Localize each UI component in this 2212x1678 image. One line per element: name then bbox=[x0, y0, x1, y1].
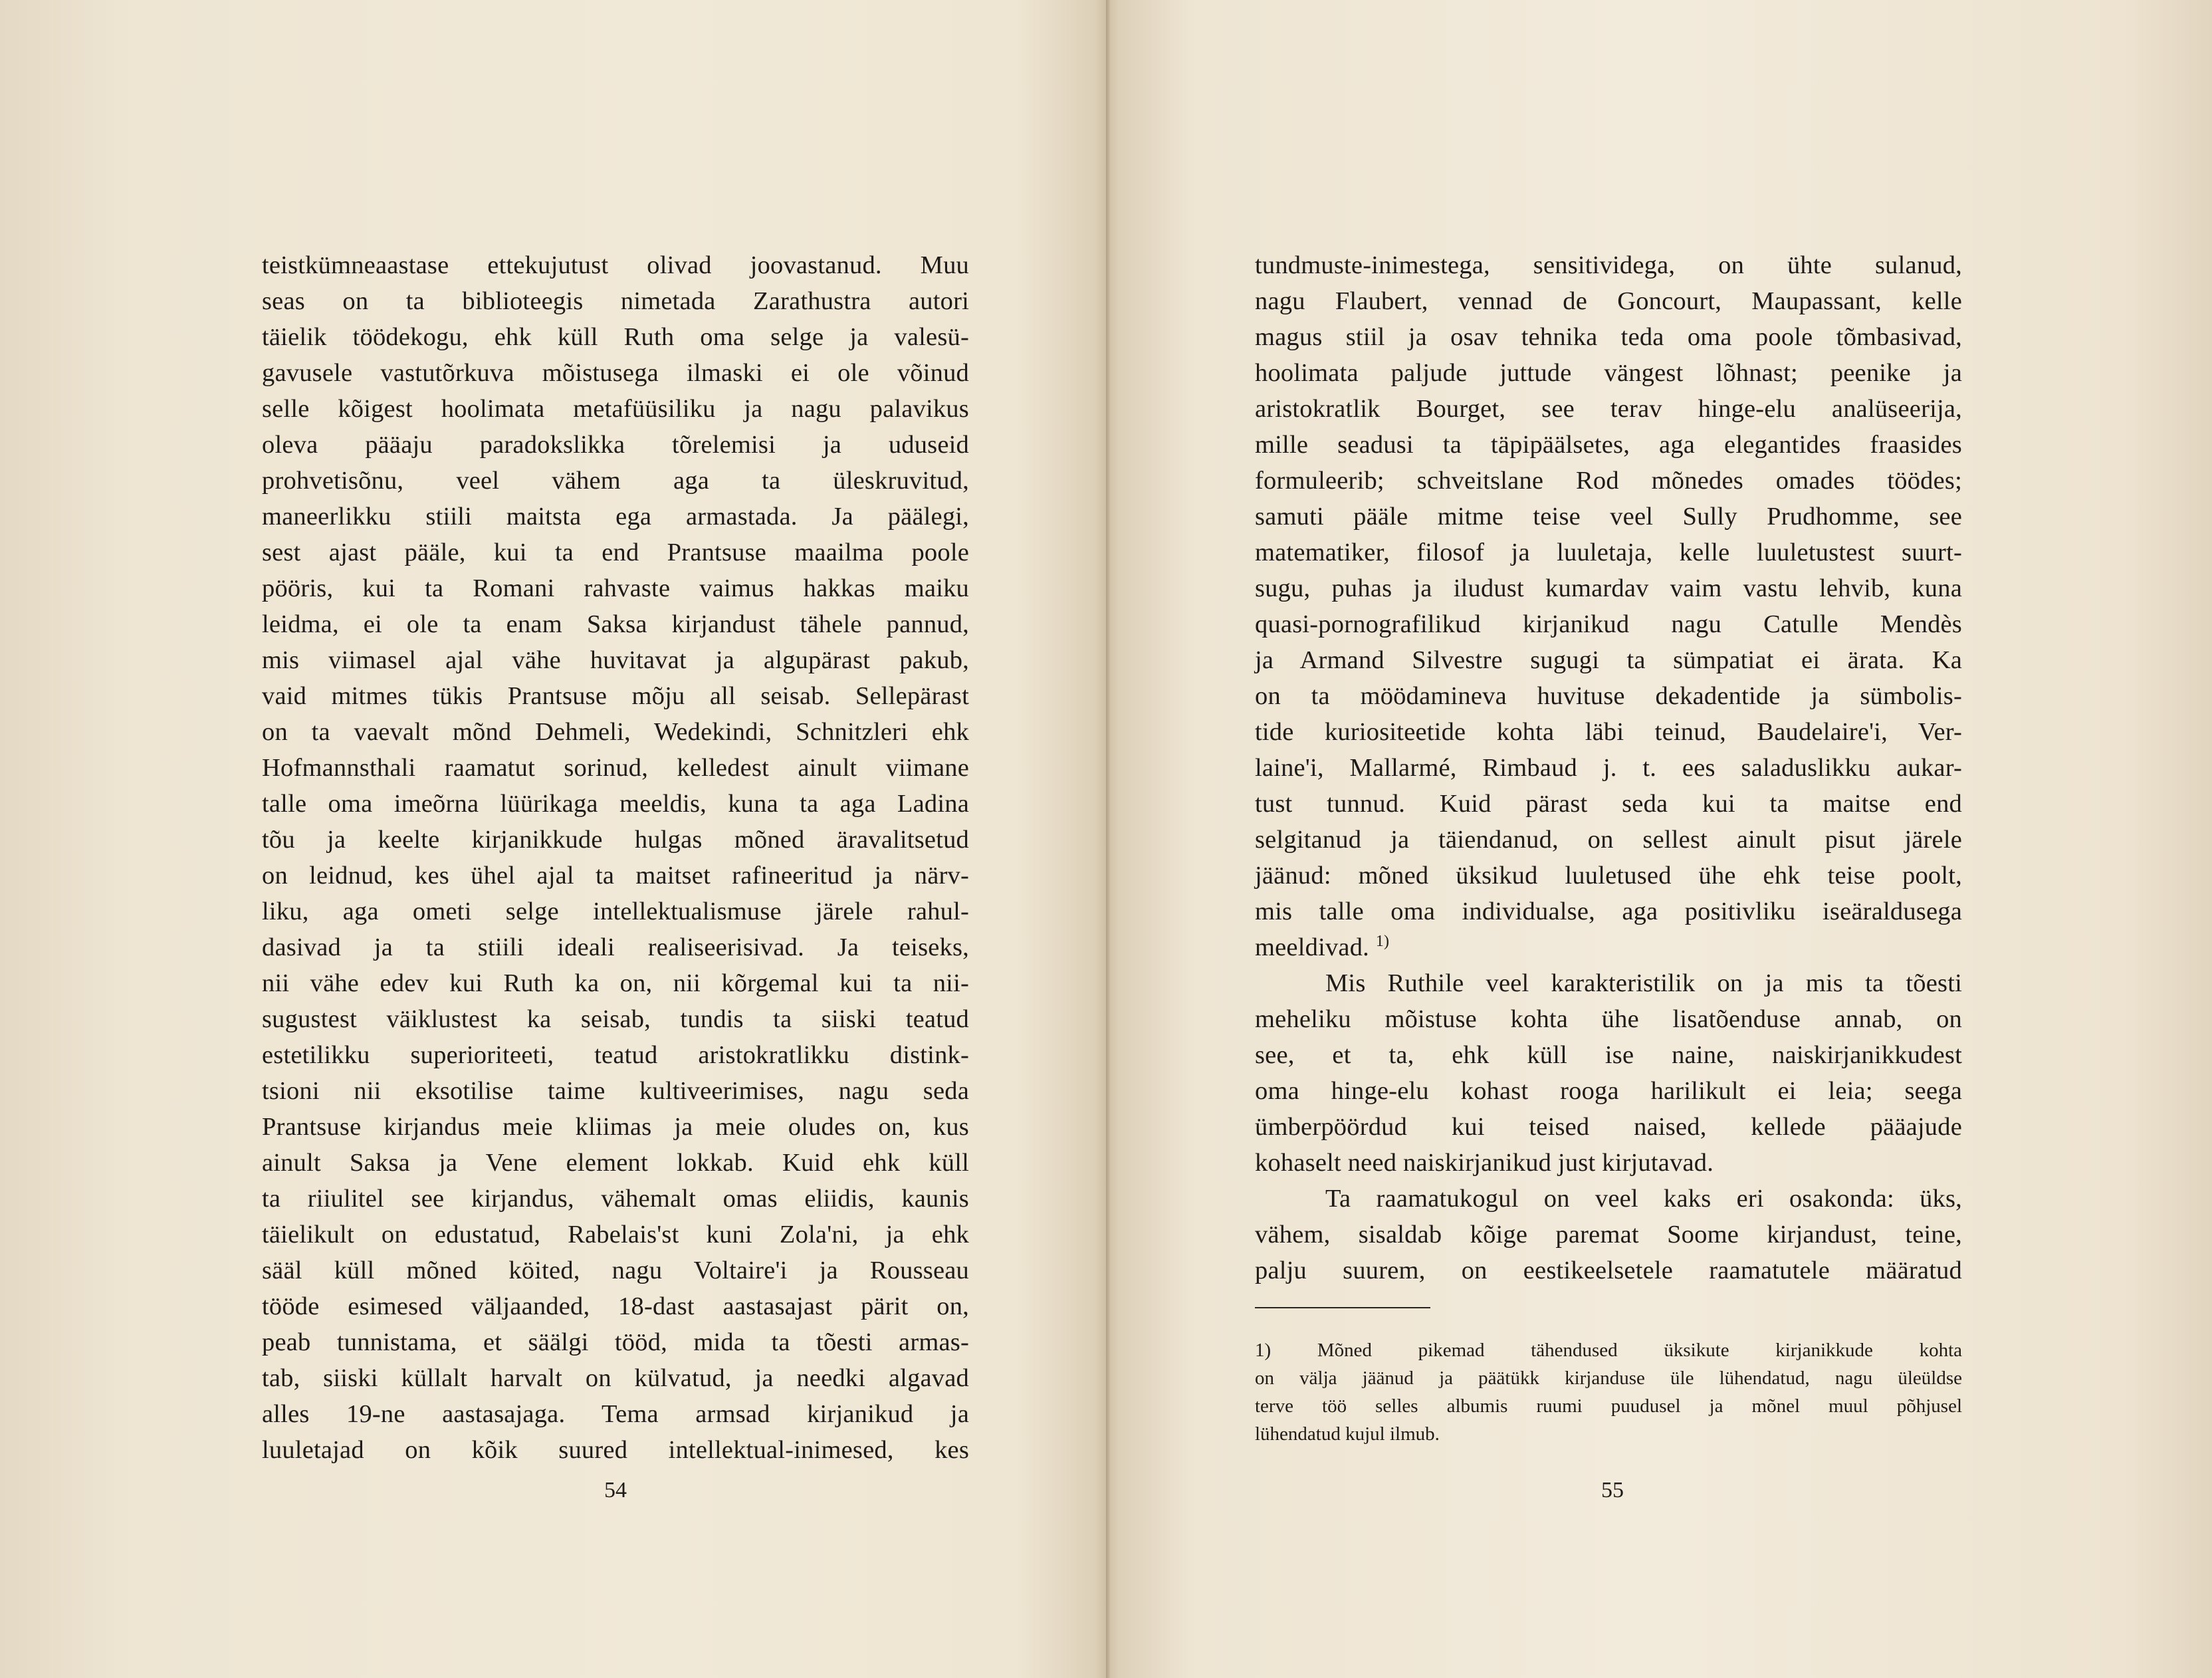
text-line: meheliku mõistuse kohta ühe lisatõenduse annab, on bbox=[1255, 1005, 1962, 1033]
text-line: Mis Ruthile veel karakteristilik on ja mis ta tõesti bbox=[1325, 969, 1962, 997]
text-line: seas on ta biblioteegis nimetada Zarathustra autori bbox=[262, 287, 969, 315]
text-line: ümberpöördud kui teised naised, kellede pääajude bbox=[1255, 1113, 1962, 1141]
page-number: 55 bbox=[1601, 1478, 1624, 1502]
text-line: vaid mitmes tükis Prantsuse mõju all seisab. Sellepärast bbox=[262, 682, 969, 710]
text-line: on ta möödamineva huvituse dekadentide ja sümbolis- bbox=[1255, 682, 1962, 710]
text-line-with-footnote bbox=[1255, 929, 1962, 965]
text-line: mis talle oma individualse, aga positivliku iseäraldusega bbox=[1255, 898, 1962, 925]
text-line: tide kuriositeetide kohta läbi teinud, Baudelaire'i, Ver- bbox=[1255, 718, 1962, 746]
text-line: sääl küll mõned köited, nagu Voltaire'i ja Rousseau bbox=[262, 1257, 969, 1284]
text-line: teistkümneaastase ettekujutust olivad joovastanud. Muu bbox=[262, 251, 969, 279]
text-line: Hofmannsthali raamatut sorinud, kelledest ainult viimane bbox=[262, 754, 969, 782]
text-line: liku, aga ometi selge intellektualismuse järele rahul- bbox=[262, 898, 969, 925]
footnote-line: 1) Mõned pikemad tähendused üksikute kirjanikkude kohta bbox=[1255, 1340, 1962, 1361]
text-line: aristokratlik Bourget, see terav hinge-elu analüseerija, bbox=[1255, 395, 1962, 423]
text-line: meeldivad. bbox=[1255, 933, 1369, 961]
text-line: tust tunnud. Kuid pärast seda kui ta maitse end bbox=[1255, 790, 1962, 818]
text-line: ja Armand Silvestre sugugi ta sümpatiat ei ärata. Ka bbox=[1255, 646, 1962, 674]
text-line: sest ajast pääle, kui ta end Prantsuse maailma poole bbox=[262, 539, 969, 566]
text-line: quasi-pornografilikud kirjanikud nagu Catulle Mendès bbox=[1255, 610, 1962, 638]
footnote-line: lühendatud kujul ilmub. bbox=[1255, 1423, 1440, 1445]
text-line: matematiker, filosof ja luuletaja, kelle luuletustest suurt- bbox=[1255, 539, 1962, 566]
text-line: sugustest väiklustest ka seisab, tundis ta siiski teatud bbox=[262, 1005, 969, 1033]
text-line: peab tunnistama, et säälgi tööd, mida ta tõesti armas- bbox=[262, 1328, 969, 1356]
text-line: maneerlikku stiili maitsta ega armastada. Ja päälegi, bbox=[262, 503, 969, 531]
text-line: gavusele vastutõrkuva mõistusega ilmaski ei ole võinud bbox=[262, 359, 969, 387]
text-line: selgitanud ja täiendanud, on sellest ainult pisut järele bbox=[1255, 826, 1962, 854]
footnote-reference: 1) bbox=[1375, 933, 1390, 951]
text-line: hoolimata paljude juttude vängest lõhnast; peenike ja bbox=[1255, 359, 1962, 387]
text-line: formuleerib; schveitslane Rod mõnedes omades töödes; bbox=[1255, 467, 1962, 495]
text-line: kohaselt need naiskirjanikud just kirjutavad. bbox=[1255, 1149, 1714, 1177]
text-line: täielik töödekogu, ehk küll Ruth oma selge ja valesü- bbox=[262, 323, 969, 351]
text-line: ainult Saksa ja Vene element lokkab. Kuid ehk küll bbox=[262, 1149, 969, 1177]
text-line: selle kõigest hoolimata metafüüsiliku ja nagu palavikus bbox=[262, 395, 969, 423]
text-line: oleva pääaju paradokslikka tõrelemisi ja uduseid bbox=[262, 431, 969, 459]
text-line: samuti pääle mitme teise veel Sully Prudhomme, see bbox=[1255, 503, 1962, 531]
text-line: nagu Flaubert, vennad de Goncourt, Maupassant, kelle bbox=[1255, 287, 1962, 315]
text-line: leidma, ei ole ta enam Saksa kirjandust tähele pannud, bbox=[262, 610, 969, 638]
footnote bbox=[1255, 1336, 1962, 1448]
text-line: jäänud: mõned üksikud luuletused ühe ehk teise poolt, bbox=[1255, 862, 1962, 890]
text-line: palju suurem, on eestikeelsetele raamatutele määratud bbox=[1255, 1257, 1962, 1284]
text-line: ta riiulitel see kirjandus, vähemalt omas eliidis, kaunis bbox=[262, 1185, 969, 1213]
text-line: on ta vaevalt mõnd Dehmeli, Wedekindi, Schnitzleri ehk bbox=[262, 718, 969, 746]
footnote-line: terve töö selles albumis ruumi puudusel ja mõnel muul põhjusel bbox=[1255, 1395, 1962, 1417]
right-page bbox=[1106, 0, 2212, 1678]
text-line: tundmuste-inimestega, sensitividega, on ühte sulanud, bbox=[1255, 251, 1962, 279]
text-line: sugu, puhas ja iludust kumardav vaim vastu lehvib, kuna bbox=[1255, 574, 1962, 602]
text-line: estetilikku superioriteeti, teatud aristokratlikku distink- bbox=[262, 1041, 969, 1069]
right-page-text bbox=[1255, 247, 1962, 1288]
left-page-text bbox=[262, 247, 969, 1468]
text-line: tab, siiski küllalt harvalt on külvatud, ja needki algavad bbox=[262, 1364, 969, 1392]
text-line: Prantsuse kirjandus meie kliimas ja meie oludes on, kus bbox=[262, 1113, 969, 1141]
text-line: mille seadusi ta täpipäälsetes, aga elegantides fraasides bbox=[1255, 431, 1962, 459]
text-line: magus stiil ja osav tehnika teda oma poole tõmbasivad, bbox=[1255, 323, 1962, 351]
text-line: talle oma imeõrna lüürikaga meeldis, kuna ta aga Ladina bbox=[262, 790, 969, 818]
text-line: tõu ja keelte kirjanikkude hulgas mõned äravalitsetud bbox=[262, 826, 969, 854]
text-line: see, et ta, ehk küll ise naine, naiskirjanikkudest bbox=[1255, 1041, 1962, 1069]
text-line: alles 19-ne aastasajaga. Tema armsad kirjanikud ja bbox=[262, 1400, 969, 1428]
page-number: 54 bbox=[604, 1478, 627, 1502]
text-line: pööris, kui ta Romani rahvaste vaimus hakkas maiku bbox=[262, 574, 969, 602]
footnote-line: on välja jäänud ja päätükk kirjanduse üle lühendatud, nagu üleüldse bbox=[1255, 1368, 1962, 1389]
text-line: dasivad ja ta stiili ideali realiseerisivad. Ja teiseks, bbox=[262, 933, 969, 961]
text-line: oma hinge-elu kohast rooga harilikult ei leia; seega bbox=[1255, 1077, 1962, 1105]
text-line: on leidnud, kes ühel ajal ta maitset rafineeritud ja närv- bbox=[262, 862, 969, 890]
text-line: vähem, sisaldab kõige paremat Soome kirjandust, teine, bbox=[1255, 1221, 1962, 1249]
text-line: täielikult on edustatud, Rabelais'st kuni Zola'ni, ja ehk bbox=[262, 1221, 969, 1249]
footnote-divider bbox=[1255, 1307, 1430, 1308]
text-line: tsioni nii eksotilise taime kultiveerimises, nagu seda bbox=[262, 1077, 969, 1105]
text-line: tööde esimesed väljaanded, 18-dast aastasajast pärit on, bbox=[262, 1292, 969, 1320]
text-line: prohvetisõnu, veel vähem aga ta üleskruvitud, bbox=[262, 467, 969, 495]
text-line: mis viimasel ajal vähe huvitavat ja algupärast pakub, bbox=[262, 646, 969, 674]
text-line: nii vähe edev kui Ruth ka on, nii kõrgemal kui ta nii- bbox=[262, 969, 969, 997]
text-line: luuletajad on kõik suured intellektual-inimesed, kes bbox=[262, 1436, 969, 1464]
text-line: laine'i, Mallarmé, Rimbaud j. t. ees saladuslikku aukar- bbox=[1255, 754, 1962, 782]
text-line: Ta raamatukogul on veel kaks eri osakonda: üks, bbox=[1325, 1185, 1962, 1213]
